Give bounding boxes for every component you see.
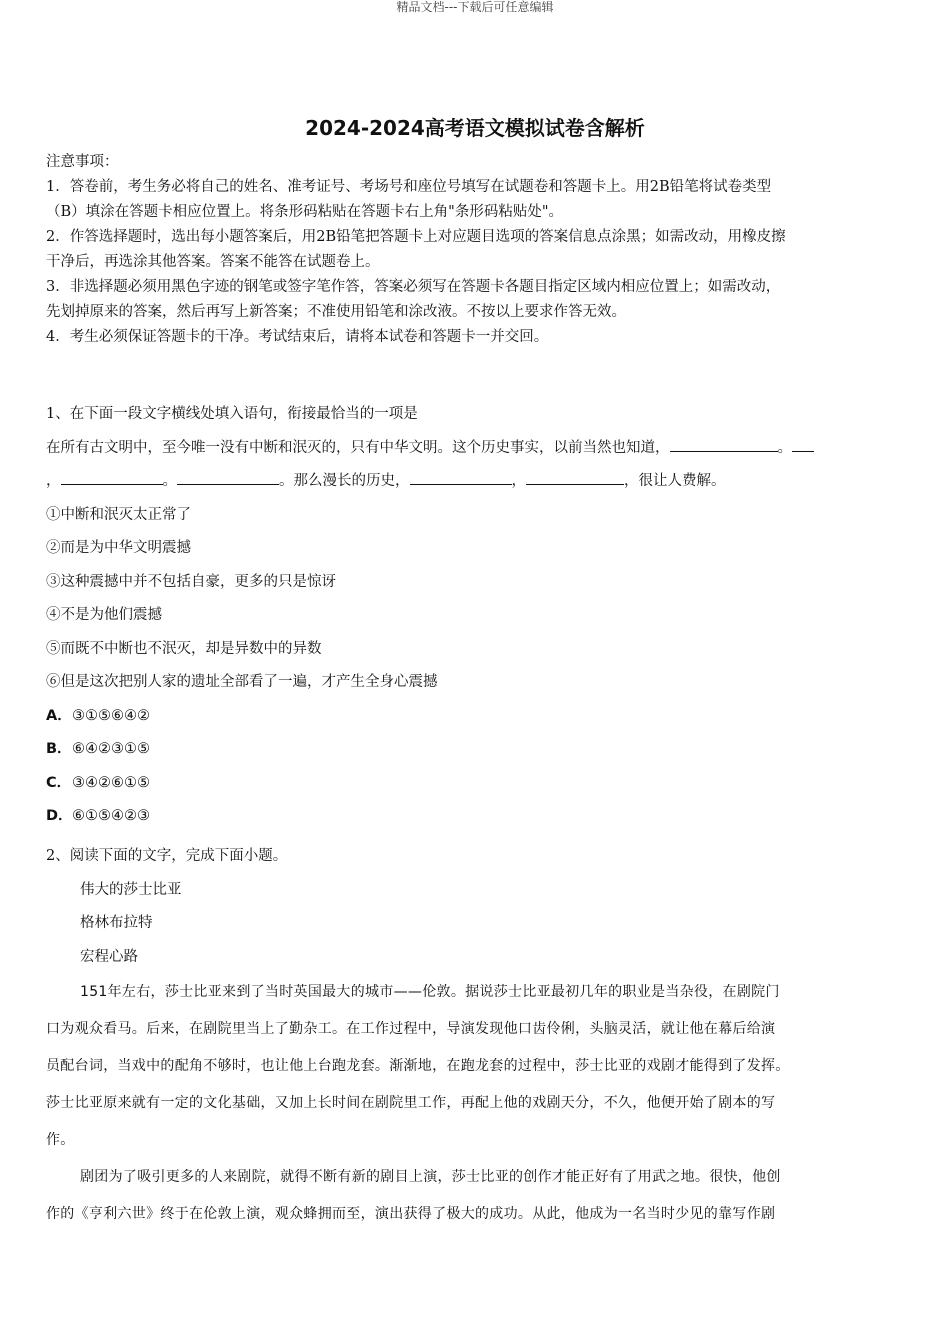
option-letter: D． bbox=[46, 808, 73, 824]
q1-option-d[interactable] bbox=[46, 800, 908, 834]
note-line: 4．考生必须保证答题卡的干净。考试结束后，请将本试卷和答题卡一并交回。 bbox=[46, 329, 549, 345]
q1-text-comma: ， bbox=[511, 473, 526, 489]
q1-text-comma: ， bbox=[46, 473, 61, 489]
option-letter: C． bbox=[46, 774, 72, 791]
q1-text-end: ，很让人费解。 bbox=[624, 473, 726, 489]
paragraph-line: 作的《亨利六世》终于在伦敦上演，观众蜂拥而至，演出获得了极大的成功。从此，他成为一名当时少见的靠写作剧 bbox=[46, 1206, 776, 1222]
q1-item: ④不是为他们震撼 bbox=[46, 607, 162, 623]
paragraph-line: 莎士比亚原来就有一定的文化基础，又加上长时间在剧院里工作，再配上他的戏剧天分，不久，他便开始了剧本的写 bbox=[46, 1095, 776, 1111]
paragraph-line: 作。 bbox=[46, 1132, 75, 1148]
q1-text-part1: 在所有古文明中，至今唯一没有中断和泯灭的，只有中华文明。这个历史事实，以前当然也知道， bbox=[46, 439, 670, 456]
option-text: ⑥④②③①⑤ bbox=[72, 741, 150, 757]
note-line: 3．非选择题必须用黑色字迹的钢笔或签字笔作答，答案必须写在答题卡各题目指定区域内相应位置上；如需改动， bbox=[46, 279, 781, 295]
option-text: ③④②⑥①⑤ bbox=[72, 774, 150, 791]
question-1 bbox=[46, 398, 908, 834]
note-line: 1．答卷前，考生务必将自己的姓名、准考证号、考场号和座位号填写在试题卷和答题卡上。用2B铅笔将试卷类型 bbox=[46, 179, 772, 195]
answer-blank bbox=[670, 433, 778, 452]
header-note: 精品文档---下载后可任意编辑 bbox=[396, 0, 554, 14]
q1-item: ⑤而既不中断也不泯灭，却是异数中的异数 bbox=[46, 640, 322, 657]
q1-option-a[interactable] bbox=[46, 700, 908, 734]
answer-blank bbox=[177, 466, 279, 485]
answer-blank bbox=[792, 433, 814, 452]
notes-section bbox=[46, 150, 908, 350]
q1-item: ②而是为中华文明震撼 bbox=[46, 540, 191, 556]
q1-option-c[interactable] bbox=[46, 767, 908, 801]
paragraph-line: 员配台词，当戏中的配角不够时，也让他上台跑龙套。渐渐地，在跑龙套的过程中，莎士比亚的戏剧才能得到了发挥。 bbox=[46, 1058, 790, 1074]
note-line: 干净后，再选涂其他答案。答案不能答在试题卷上。 bbox=[46, 254, 380, 270]
answer-blank bbox=[410, 466, 512, 485]
paragraph-line: 剧团为了吸引更多的人来剧院，就得不断有新的剧目上演，莎士比亚的创作才能正好有了用武之地。很快，他创 bbox=[80, 1169, 781, 1185]
q1-option-b[interactable] bbox=[46, 733, 908, 767]
option-letter: B． bbox=[46, 741, 72, 757]
q1-text-line-2 bbox=[46, 465, 908, 499]
note-line: 先划掉原来的答案，然后再写上新答案；不准使用铅笔和涂改液。不按以上要求作答无效。 bbox=[46, 304, 626, 320]
q1-text-period: 。 bbox=[162, 473, 177, 489]
note-line: 2．作答选择题时，选出每小题答案后，用2B铅笔把答题卡上对应题目选项的答案信息点涂黑；如需改动，用橡皮擦 bbox=[46, 229, 786, 245]
q1-item: ⑥但是这次把别人家的遗址全部看了一遍，才产生全身心震撼 bbox=[46, 674, 438, 690]
passage-section: 宏程心路 bbox=[80, 948, 138, 965]
notes-heading: 注意事项： bbox=[46, 154, 119, 170]
answer-blank bbox=[526, 466, 624, 485]
q1-text-line-1 bbox=[46, 432, 908, 466]
option-text: ⑥①⑤④②③ bbox=[72, 808, 150, 824]
option-text: ③①⑤⑥④② bbox=[72, 707, 150, 724]
q1-stem: 1、在下面一段文字横线处填入语句，衔接最恰当的一项是 bbox=[46, 406, 418, 422]
q1-item: ①中断和泯灭太正常了 bbox=[46, 506, 191, 523]
paragraph-line: 口为观众看马。后来，在剧院里当上了勤杂工。在工作过程中，导演发现他口齿伶俐，头脑灵活，就让他在幕后给演 bbox=[46, 1021, 776, 1037]
paragraph-line: 151年左右，莎士比亚来到了当时英国最大的城市——伦敦。据说莎士比亚最初几年的职业是当杂役，在剧院门 bbox=[80, 984, 780, 1000]
question-2 bbox=[46, 840, 908, 1233]
q2-stem: 2、阅读下面的文字，完成下面小题。 bbox=[46, 848, 288, 864]
page-title: 2024-2024高考语文模拟试卷含解析 bbox=[305, 116, 645, 140]
q1-item: ③这种震撼中并不包括自豪，更多的只是惊讶 bbox=[46, 573, 336, 590]
answer-blank bbox=[61, 466, 163, 485]
q1-text-part2: 。那么漫长的历史， bbox=[279, 473, 410, 489]
note-line: （B）填涂在答题卡相应位置上。将条形码粘贴在答题卡右上角"条形码粘贴处"。 bbox=[46, 204, 563, 220]
passage-author: 格林布拉特 bbox=[80, 915, 153, 931]
q1-text-period: 。 bbox=[777, 439, 792, 456]
passage-title: 伟大的莎士比亚 bbox=[80, 881, 182, 898]
option-letter: A． bbox=[46, 707, 72, 724]
passage-body bbox=[46, 974, 908, 1233]
